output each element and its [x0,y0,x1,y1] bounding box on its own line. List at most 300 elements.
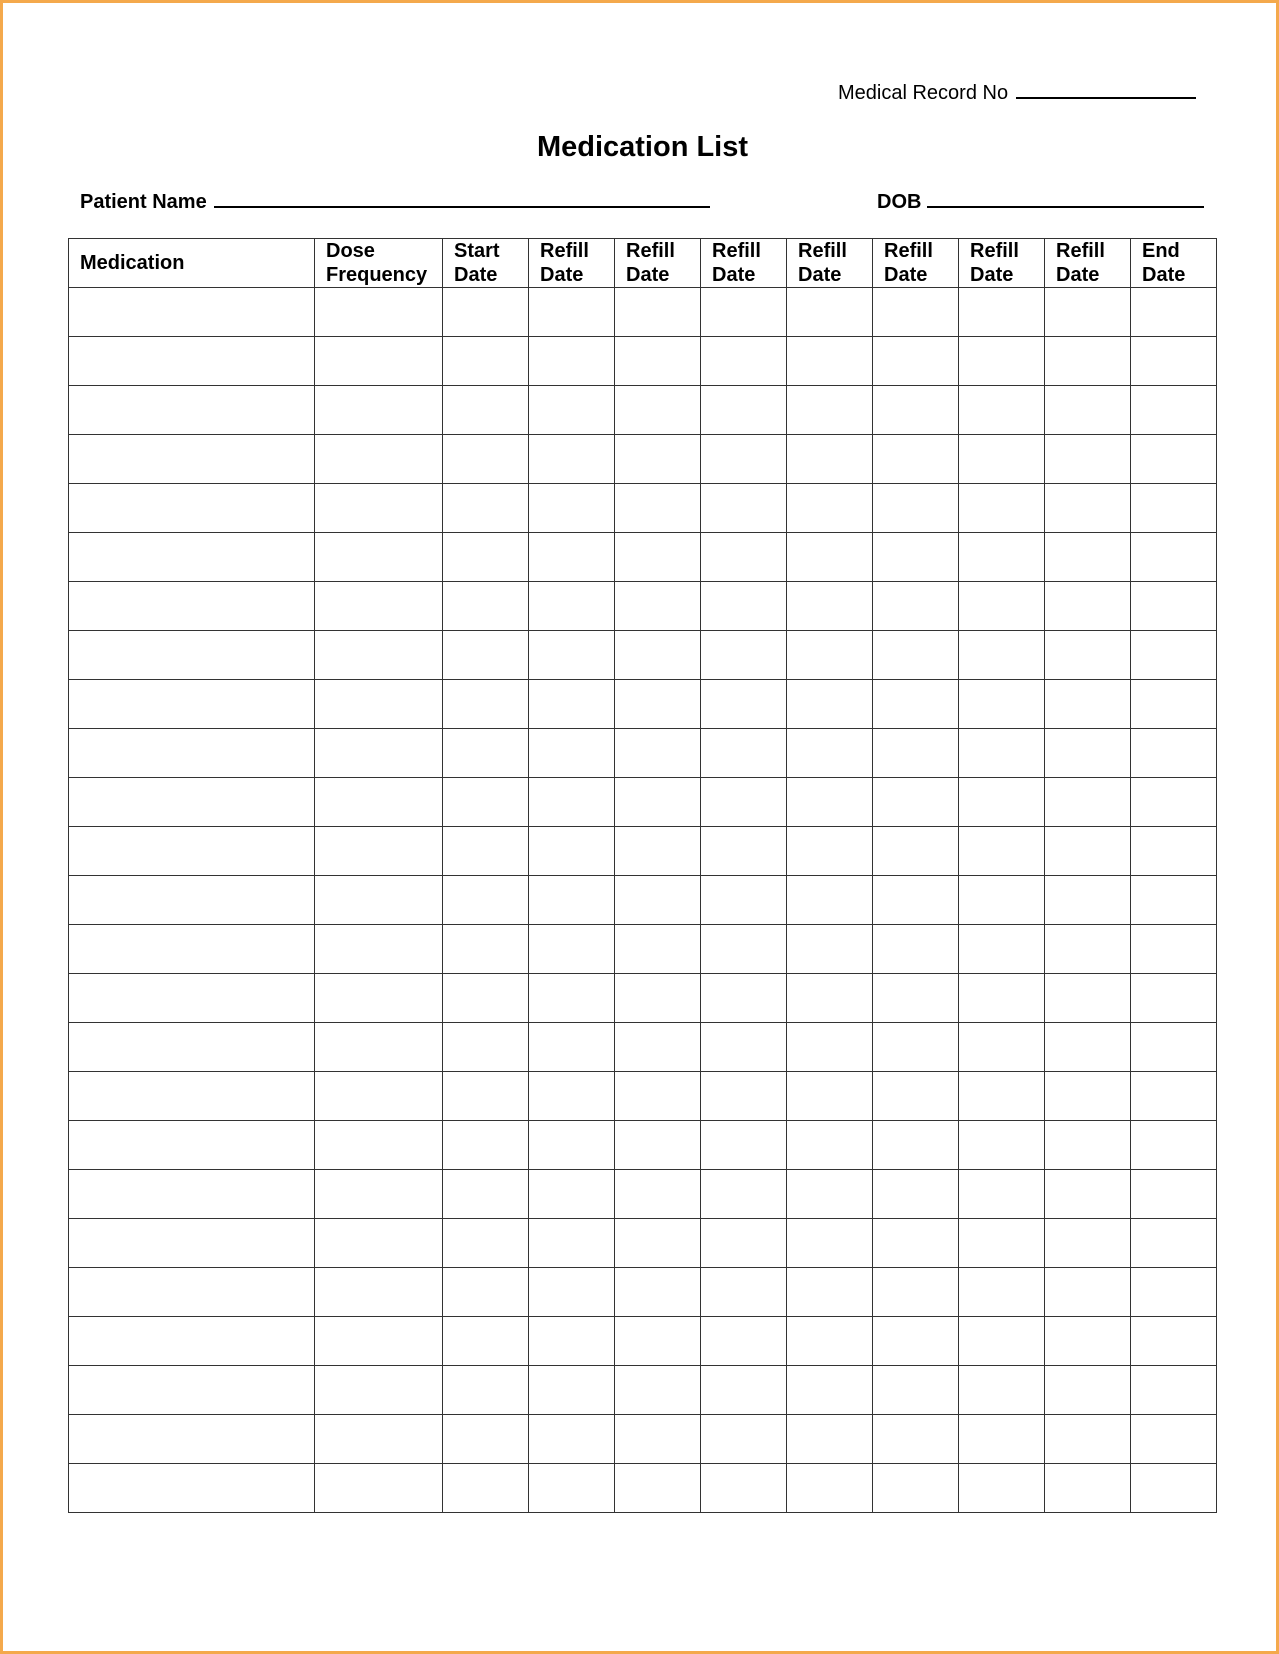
table-cell[interactable] [69,729,315,778]
table-cell[interactable] [529,1415,615,1464]
table-cell[interactable] [529,778,615,827]
table-cell[interactable] [873,1415,959,1464]
table-cell[interactable] [1045,288,1131,337]
table-cell[interactable] [873,631,959,680]
table-cell[interactable] [69,484,315,533]
table-cell[interactable] [1045,484,1131,533]
table-cell[interactable] [959,778,1045,827]
table-cell[interactable] [873,484,959,533]
table-cell[interactable] [959,631,1045,680]
table-cell[interactable] [315,582,443,631]
patient-name-label: Patient Name [80,191,207,213]
table-cell[interactable] [443,1415,529,1464]
table-cell[interactable] [959,582,1045,631]
table-cell[interactable] [873,1219,959,1268]
table-cell[interactable] [1045,1219,1131,1268]
table-cell[interactable] [69,1170,315,1219]
table-cell[interactable] [529,484,615,533]
table-cell[interactable] [873,680,959,729]
table-cell[interactable] [701,1121,787,1170]
table-cell[interactable] [443,925,529,974]
table-cell[interactable] [1131,582,1217,631]
table-cell[interactable] [443,1170,529,1219]
table-cell[interactable] [315,386,443,435]
table-cell[interactable] [69,435,315,484]
table-cell[interactable] [529,680,615,729]
table-cell[interactable] [315,484,443,533]
table-cell[interactable] [959,974,1045,1023]
table-cell[interactable] [315,1366,443,1415]
table-cell[interactable] [873,1268,959,1317]
table-cell[interactable] [959,1170,1045,1219]
table-cell[interactable] [701,337,787,386]
table-cell[interactable] [615,1366,701,1415]
table-cell[interactable] [959,1023,1045,1072]
patient-name-blank[interactable] [214,188,710,208]
table-cell[interactable] [959,1268,1045,1317]
table-cell[interactable] [529,631,615,680]
table-cell[interactable] [701,288,787,337]
table-cell[interactable] [787,1317,873,1366]
table-cell[interactable] [315,1121,443,1170]
medical-record-blank[interactable] [1016,79,1196,99]
table-cell[interactable] [1131,1219,1217,1268]
table-cell[interactable] [959,876,1045,925]
table-cell[interactable] [959,1121,1045,1170]
table-cell[interactable] [1131,1023,1217,1072]
table-cell[interactable] [315,1072,443,1121]
table-cell[interactable] [701,1219,787,1268]
table-cell[interactable] [873,1072,959,1121]
table-cell[interactable] [1131,827,1217,876]
table-cell[interactable] [443,1317,529,1366]
table-cell[interactable] [315,1170,443,1219]
table-cell[interactable] [443,435,529,484]
table-cell[interactable] [701,1317,787,1366]
table-cell[interactable] [1045,533,1131,582]
column-header [69,239,315,288]
table-cell[interactable] [615,1464,701,1513]
table-cell[interactable] [529,1464,615,1513]
table-cell[interactable] [701,1268,787,1317]
table-cell[interactable] [701,1464,787,1513]
table-row [69,1464,1217,1513]
table-cell[interactable] [443,582,529,631]
table-cell[interactable] [701,827,787,876]
column-header-line: Date [1056,264,1100,286]
table-cell[interactable] [69,1072,315,1121]
table-cell[interactable] [615,582,701,631]
table-cell[interactable] [873,974,959,1023]
column-header [1045,239,1131,288]
table-cell[interactable] [1131,484,1217,533]
table-cell[interactable] [615,925,701,974]
table-cell[interactable] [873,533,959,582]
table-cell[interactable] [443,778,529,827]
table-body [69,288,1217,1513]
table-cell[interactable] [69,533,315,582]
table-cell[interactable] [959,484,1045,533]
table-cell[interactable] [1131,337,1217,386]
table-cell[interactable] [443,484,529,533]
table-cell[interactable] [1045,680,1131,729]
table-cell[interactable] [1045,1366,1131,1415]
table-cell[interactable] [315,1219,443,1268]
table-cell[interactable] [1045,1415,1131,1464]
table-cell[interactable] [1045,1268,1131,1317]
medical-record-label: Medical Record No [838,82,1009,104]
table-cell[interactable] [615,1219,701,1268]
table-cell[interactable] [529,582,615,631]
table-cell[interactable] [1045,631,1131,680]
table-cell[interactable] [701,974,787,1023]
table-cell[interactable] [443,386,529,435]
table-cell[interactable] [701,1023,787,1072]
table-cell[interactable] [701,876,787,925]
table-cell[interactable] [787,729,873,778]
column-header-line: Date [712,264,756,286]
table-cell[interactable] [1131,1366,1217,1415]
table-cell[interactable] [69,1366,315,1415]
table-cell[interactable] [529,729,615,778]
table-cell[interactable] [529,386,615,435]
table-cell[interactable] [529,1170,615,1219]
table-cell[interactable] [615,680,701,729]
table-cell[interactable] [787,386,873,435]
table-cell[interactable] [701,1170,787,1219]
table-cell[interactable] [69,1023,315,1072]
table-cell[interactable] [315,876,443,925]
table-cell[interactable] [701,386,787,435]
table-cell[interactable] [69,337,315,386]
table-cell[interactable] [69,582,315,631]
table-cell[interactable] [529,533,615,582]
table-cell[interactable] [787,533,873,582]
table-cell[interactable] [873,729,959,778]
table-cell[interactable] [69,288,315,337]
table-cell[interactable] [701,631,787,680]
table-cell[interactable] [443,1219,529,1268]
table-cell[interactable] [1131,974,1217,1023]
table-cell[interactable] [443,1366,529,1415]
column-header [529,239,615,288]
table-cell[interactable] [615,1072,701,1121]
table-cell[interactable] [69,876,315,925]
table-cell[interactable] [787,1268,873,1317]
table-cell[interactable] [69,1317,315,1366]
table-cell[interactable] [959,288,1045,337]
table-cell[interactable] [529,876,615,925]
table-cell[interactable] [615,337,701,386]
table-cell[interactable] [1131,1170,1217,1219]
table-cell[interactable] [787,484,873,533]
table-cell[interactable] [1045,876,1131,925]
table-cell[interactable] [787,1072,873,1121]
table-cell[interactable] [701,435,787,484]
table-cell[interactable] [615,729,701,778]
dob-blank[interactable] [927,188,1204,208]
table-cell[interactable] [443,1268,529,1317]
table-cell[interactable] [959,1317,1045,1366]
table-cell[interactable] [787,435,873,484]
table-cell[interactable] [443,631,529,680]
table-cell[interactable] [615,827,701,876]
table-cell[interactable] [615,778,701,827]
table-cell[interactable] [615,876,701,925]
table-cell[interactable] [1131,435,1217,484]
table-cell[interactable] [529,1023,615,1072]
table-cell[interactable] [69,1415,315,1464]
table-cell[interactable] [615,1170,701,1219]
table-cell[interactable] [69,925,315,974]
table-cell[interactable] [315,1464,443,1513]
table-cell[interactable] [615,631,701,680]
table-cell[interactable] [873,1170,959,1219]
table-cell[interactable] [615,288,701,337]
table-cell[interactable] [959,386,1045,435]
table-cell[interactable] [1045,1317,1131,1366]
table-cell[interactable] [959,1219,1045,1268]
table-cell[interactable] [315,1268,443,1317]
table-cell[interactable] [873,1464,959,1513]
table-cell[interactable] [873,827,959,876]
table-cell[interactable] [1131,1317,1217,1366]
table-cell[interactable] [701,778,787,827]
table-cell[interactable] [443,1072,529,1121]
table-cell[interactable] [1045,827,1131,876]
table-row [69,729,1217,778]
table-cell[interactable] [787,1366,873,1415]
table-cell[interactable] [1131,680,1217,729]
table-cell[interactable] [315,631,443,680]
table-cell[interactable] [1045,1072,1131,1121]
table-cell[interactable] [1131,1415,1217,1464]
table-cell[interactable] [1045,386,1131,435]
table-row [69,1072,1217,1121]
table-row [69,974,1217,1023]
table-cell[interactable] [701,484,787,533]
table-cell[interactable] [1131,778,1217,827]
table-cell[interactable] [1045,974,1131,1023]
table-cell[interactable] [69,1268,315,1317]
table-cell[interactable] [787,680,873,729]
column-header-line: Dose [326,240,375,262]
table-cell[interactable] [443,1121,529,1170]
table-cell[interactable] [315,827,443,876]
table-cell[interactable] [787,876,873,925]
table-cell[interactable] [1131,533,1217,582]
table-cell[interactable] [1131,729,1217,778]
table-cell[interactable] [959,337,1045,386]
table-cell[interactable] [1045,1121,1131,1170]
table-cell[interactable] [701,1366,787,1415]
table-cell[interactable] [529,974,615,1023]
table-cell[interactable] [787,1023,873,1072]
table-cell[interactable] [1045,582,1131,631]
table-cell[interactable] [1131,1464,1217,1513]
table-cell[interactable] [69,631,315,680]
table-cell[interactable] [1045,729,1131,778]
table-cell[interactable] [873,288,959,337]
table-cell[interactable] [1045,1170,1131,1219]
table-cell[interactable] [873,1023,959,1072]
table-cell[interactable] [443,1464,529,1513]
table-cell[interactable] [529,435,615,484]
table-cell[interactable] [1131,925,1217,974]
table-cell[interactable] [615,386,701,435]
table-cell[interactable] [615,1121,701,1170]
table-cell[interactable] [701,1072,787,1121]
table-cell[interactable] [1131,1072,1217,1121]
table-cell[interactable] [443,337,529,386]
table-cell[interactable] [787,1415,873,1464]
table-cell[interactable] [873,435,959,484]
table-cell[interactable] [529,1219,615,1268]
page-title: Medication List [536,131,749,163]
table-cell[interactable] [787,1170,873,1219]
table-cell[interactable] [69,778,315,827]
table-cell[interactable] [443,288,529,337]
table-cell[interactable] [529,1268,615,1317]
table-cell[interactable] [315,729,443,778]
table-cell[interactable] [873,582,959,631]
table-cell[interactable] [443,876,529,925]
table-cell[interactable] [959,1415,1045,1464]
table-cell[interactable] [315,974,443,1023]
table-cell[interactable] [529,1072,615,1121]
table-cell[interactable] [787,827,873,876]
table-cell[interactable] [443,729,529,778]
table-cell[interactable] [443,680,529,729]
table-cell[interactable] [615,1268,701,1317]
table-cell[interactable] [615,1023,701,1072]
table-cell[interactable] [787,1121,873,1170]
table-cell[interactable] [1131,1268,1217,1317]
table-cell[interactable] [615,1415,701,1464]
table-cell[interactable] [69,1121,315,1170]
table-cell[interactable] [443,974,529,1023]
table-cell[interactable] [615,484,701,533]
table-cell[interactable] [69,1464,315,1513]
table-cell[interactable] [315,533,443,582]
table-cell[interactable] [873,1121,959,1170]
column-header-line: Refill [970,240,1019,262]
table-cell[interactable] [787,1464,873,1513]
table-cell[interactable] [529,827,615,876]
table-cell[interactable] [959,827,1045,876]
table-cell[interactable] [701,582,787,631]
table-cell[interactable] [1131,631,1217,680]
table-cell[interactable] [69,974,315,1023]
table-row [69,533,1217,582]
dob-label: DOB [877,191,922,213]
table-cell[interactable] [1131,386,1217,435]
table-cell[interactable] [787,288,873,337]
table-cell[interactable] [315,680,443,729]
table-cell[interactable] [529,1317,615,1366]
table-cell[interactable] [315,778,443,827]
table-cell[interactable] [959,925,1045,974]
table-cell[interactable] [959,435,1045,484]
column-header [1131,239,1217,288]
table-cell[interactable] [529,1366,615,1415]
table-cell[interactable] [1045,337,1131,386]
table-cell[interactable] [615,974,701,1023]
table-cell[interactable] [959,729,1045,778]
table-cell[interactable] [959,1366,1045,1415]
table-cell[interactable] [959,680,1045,729]
table-cell[interactable] [615,1317,701,1366]
table-cell[interactable] [873,1366,959,1415]
table-cell[interactable] [315,1415,443,1464]
table-cell[interactable] [1045,435,1131,484]
table-cell[interactable] [701,1415,787,1464]
table-cell[interactable] [529,337,615,386]
table-cell[interactable] [787,631,873,680]
table-cell[interactable] [1131,288,1217,337]
table-cell[interactable] [959,1464,1045,1513]
table-cell[interactable] [315,1023,443,1072]
table-cell[interactable] [873,876,959,925]
table-cell[interactable] [787,1219,873,1268]
table-cell[interactable] [529,288,615,337]
table-cell[interactable] [787,778,873,827]
table-cell[interactable] [69,827,315,876]
table-cell[interactable] [787,337,873,386]
table-cell[interactable] [1045,778,1131,827]
table-cell[interactable] [787,925,873,974]
table-cell[interactable] [615,533,701,582]
table-row [69,582,1217,631]
table-cell[interactable] [315,925,443,974]
table-cell[interactable] [1045,1464,1131,1513]
table-cell[interactable] [873,778,959,827]
table-cell[interactable] [1045,1023,1131,1072]
table-cell[interactable] [873,386,959,435]
table-cell[interactable] [443,827,529,876]
table-cell[interactable] [701,925,787,974]
table-cell[interactable] [959,533,1045,582]
table-cell[interactable] [443,1023,529,1072]
table-cell[interactable] [315,337,443,386]
table-cell[interactable] [701,729,787,778]
table-cell[interactable] [315,1317,443,1366]
table-cell[interactable] [529,925,615,974]
table-cell[interactable] [873,337,959,386]
table-cell[interactable] [315,435,443,484]
table-cell[interactable] [1131,876,1217,925]
table-cell[interactable] [701,533,787,582]
table-cell[interactable] [959,1072,1045,1121]
table-cell[interactable] [873,925,959,974]
table-cell[interactable] [615,435,701,484]
table-cell[interactable] [443,533,529,582]
table-cell[interactable] [529,1121,615,1170]
table-row [69,1415,1217,1464]
table-cell[interactable] [701,680,787,729]
table-cell[interactable] [873,1317,959,1366]
table-cell[interactable] [69,1219,315,1268]
table-cell[interactable] [787,582,873,631]
table-cell[interactable] [315,288,443,337]
table-cell[interactable] [69,386,315,435]
table-cell[interactable] [69,680,315,729]
medication-table [68,238,1217,1513]
table-cell[interactable] [1045,925,1131,974]
table-cell[interactable] [787,974,873,1023]
table-row [69,778,1217,827]
table-cell[interactable] [1131,1121,1217,1170]
